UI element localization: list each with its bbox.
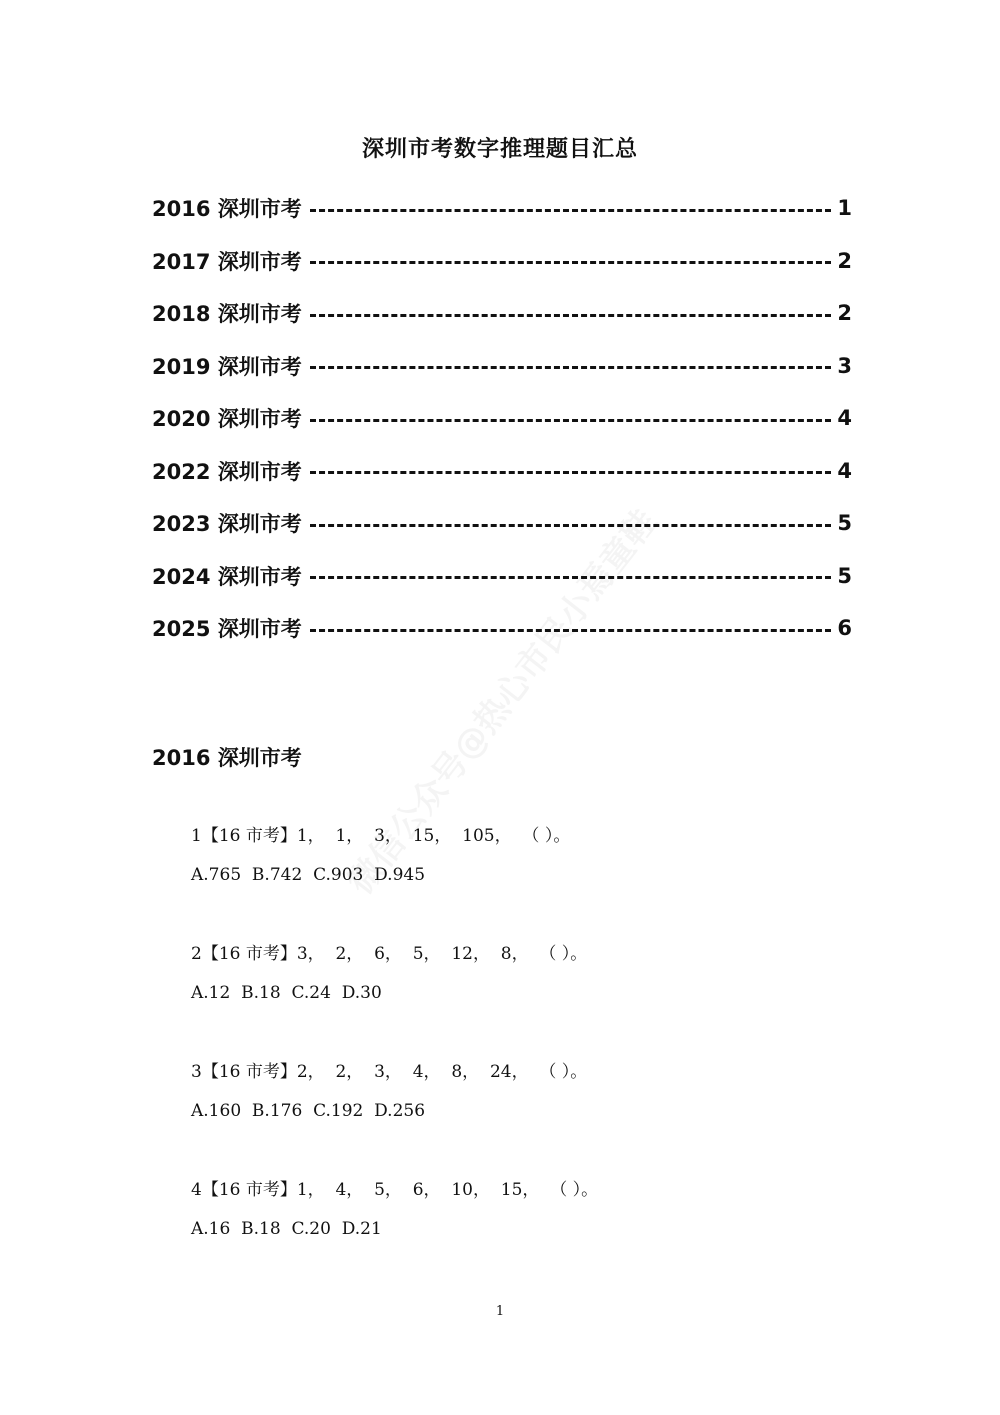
question-item (191, 940, 841, 1058)
question-options: A.12 B.18 C.24 D.30 (191, 983, 382, 1003)
toc-entry-2022[interactable] (152, 445, 852, 498)
toc-entry-2025[interactable] (152, 602, 852, 655)
toc-entry-2024[interactable] (152, 550, 852, 603)
toc-entry-page: 2 (837, 301, 852, 326)
question-options: A.16 B.18 C.20 D.21 (191, 1219, 382, 1239)
toc-entry-label: 2024 深圳市考 (152, 564, 302, 589)
toc-entry-page: 5 (837, 563, 852, 588)
table-of-contents (152, 182, 852, 655)
toc-entry-label: 2019 深圳市考 (152, 354, 302, 379)
toc-entry-2018[interactable] (152, 287, 852, 340)
toc-entry-page: 4 (837, 458, 852, 483)
question-options: A.765 B.742 C.903 D.945 (191, 865, 426, 885)
toc-entry-label: 2018 深圳市考 (152, 302, 302, 327)
toc-entry-label: 2016 深圳市考 (152, 197, 302, 222)
question-list (191, 822, 841, 1294)
toc-leader-dots (310, 419, 832, 422)
toc-entry-2023[interactable] (152, 497, 852, 550)
toc-leader-dots (310, 261, 832, 264)
toc-entry-label: 2025 深圳市考 (152, 617, 302, 642)
toc-leader-dots (310, 209, 832, 212)
toc-leader-dots (310, 629, 832, 632)
toc-entry-label: 2022 深圳市考 (152, 459, 302, 484)
toc-entry-2017[interactable] (152, 235, 852, 288)
question-options: A.160 B.176 C.192 D.256 (191, 1101, 426, 1121)
toc-leader-dots (310, 524, 832, 527)
toc-entry-page: 4 (837, 406, 852, 431)
toc-leader-dots (310, 314, 832, 317)
toc-entry-page: 3 (837, 353, 852, 378)
toc-entry-page: 5 (837, 511, 852, 536)
toc-entry-page: 1 (837, 196, 852, 221)
toc-leader-dots (310, 366, 832, 369)
toc-entry-page: 2 (837, 248, 852, 273)
toc-leader-dots (310, 471, 832, 474)
toc-entry-label: 2023 深圳市考 (152, 512, 302, 537)
question-item (191, 1058, 841, 1176)
page-number: 1 (495, 1304, 505, 1319)
section-heading: 2016 深圳市考 (152, 746, 302, 770)
toc-entry-2019[interactable] (152, 340, 852, 393)
toc-entry-page: 6 (837, 616, 852, 641)
toc-entry-label: 2017 深圳市考 (152, 249, 302, 274)
toc-entry-2020[interactable] (152, 392, 852, 445)
document-title: 深圳市考数字推理题目汇总 (361, 137, 638, 162)
question-stem: 4【16 市考】1， 4， 5， 6， 10， 15， （ ）。 (191, 1180, 599, 1200)
question-stem: 3【16 市考】2， 2， 3， 4， 8， 24， （ ）。 (191, 1062, 588, 1082)
toc-entry-2016[interactable] (152, 182, 852, 235)
question-item (191, 1176, 841, 1294)
toc-leader-dots (310, 576, 832, 579)
toc-entry-label: 2020 深圳市考 (152, 407, 302, 432)
question-stem: 1【16 市考】1， 1， 3， 15， 105， （ ）。 (191, 826, 571, 846)
question-item (191, 822, 841, 940)
question-stem: 2【16 市考】3， 2， 6， 5， 12， 8， （ ）。 (191, 944, 588, 964)
